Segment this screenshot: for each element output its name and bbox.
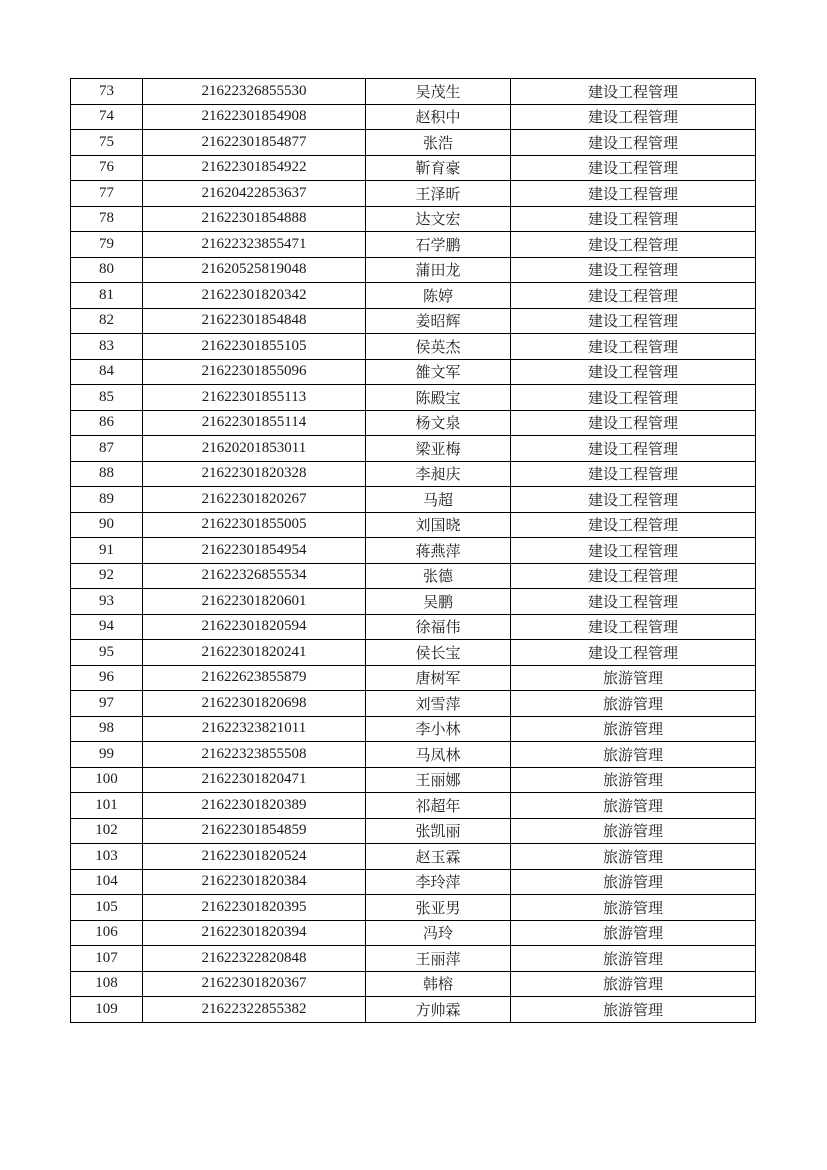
cell-student-id: 21622301820524 — [143, 844, 366, 870]
cell-student-name: 方帅霖 — [366, 997, 511, 1023]
cell-student-id: 21622301854922 — [143, 155, 366, 181]
table-row — [71, 691, 756, 717]
cell-major: 建设工程管理 — [511, 359, 756, 385]
table-row — [71, 946, 756, 972]
table-row — [71, 920, 756, 946]
table-row — [71, 385, 756, 411]
cell-student-name: 蒋燕萍 — [366, 538, 511, 564]
cell-serial-number: 101 — [71, 793, 143, 819]
cell-serial-number: 103 — [71, 844, 143, 870]
cell-student-name: 侯长宝 — [366, 640, 511, 666]
cell-student-name: 雒文军 — [366, 359, 511, 385]
cell-student-name: 李小林 — [366, 716, 511, 742]
cell-student-name: 祁超年 — [366, 793, 511, 819]
cell-student-name: 靳育豪 — [366, 155, 511, 181]
cell-major: 建设工程管理 — [511, 155, 756, 181]
cell-major: 建设工程管理 — [511, 512, 756, 538]
cell-major: 建设工程管理 — [511, 487, 756, 513]
cell-student-id: 21622301854859 — [143, 818, 366, 844]
cell-major: 建设工程管理 — [511, 538, 756, 564]
cell-student-id: 21622301854908 — [143, 104, 366, 130]
cell-student-id: 21622301855105 — [143, 334, 366, 360]
cell-serial-number: 74 — [71, 104, 143, 130]
cell-student-id: 21622301855005 — [143, 512, 366, 538]
cell-student-id: 21622301820267 — [143, 487, 366, 513]
cell-major: 建设工程管理 — [511, 640, 756, 666]
table-row — [71, 818, 756, 844]
cell-student-name: 蒲田龙 — [366, 257, 511, 283]
cell-student-id: 21622301820698 — [143, 691, 366, 717]
cell-student-name: 王丽娜 — [366, 767, 511, 793]
cell-student-name: 徐福伟 — [366, 614, 511, 640]
cell-major: 旅游管理 — [511, 716, 756, 742]
cell-student-id: 21622301854877 — [143, 130, 366, 156]
cell-student-name: 张浩 — [366, 130, 511, 156]
cell-serial-number: 100 — [71, 767, 143, 793]
cell-serial-number: 80 — [71, 257, 143, 283]
cell-major: 旅游管理 — [511, 946, 756, 972]
cell-student-id: 21622301820594 — [143, 614, 366, 640]
cell-serial-number: 86 — [71, 410, 143, 436]
cell-student-name: 张德 — [366, 563, 511, 589]
cell-serial-number: 81 — [71, 283, 143, 309]
table-row — [71, 742, 756, 768]
cell-student-id: 21622326855530 — [143, 79, 366, 105]
cell-major: 旅游管理 — [511, 793, 756, 819]
table-row — [71, 563, 756, 589]
cell-serial-number: 78 — [71, 206, 143, 232]
cell-major: 建设工程管理 — [511, 79, 756, 105]
cell-student-id: 21622301820394 — [143, 920, 366, 946]
cell-student-name: 李昶庆 — [366, 461, 511, 487]
cell-serial-number: 76 — [71, 155, 143, 181]
table-row — [71, 308, 756, 334]
cell-major: 建设工程管理 — [511, 436, 756, 462]
cell-major: 旅游管理 — [511, 665, 756, 691]
table-row — [71, 257, 756, 283]
cell-major: 建设工程管理 — [511, 385, 756, 411]
table-row — [71, 895, 756, 921]
cell-student-name: 杨文泉 — [366, 410, 511, 436]
cell-student-name: 张凯丽 — [366, 818, 511, 844]
table-row — [71, 334, 756, 360]
cell-serial-number: 90 — [71, 512, 143, 538]
cell-major: 旅游管理 — [511, 844, 756, 870]
cell-student-id: 21622301855113 — [143, 385, 366, 411]
table-row — [71, 155, 756, 181]
cell-major: 建设工程管理 — [511, 334, 756, 360]
cell-student-name: 唐树军 — [366, 665, 511, 691]
cell-student-name: 吴鹏 — [366, 589, 511, 615]
cell-student-id: 21620525819048 — [143, 257, 366, 283]
cell-serial-number: 82 — [71, 308, 143, 334]
cell-major: 旅游管理 — [511, 818, 756, 844]
table-row — [71, 793, 756, 819]
cell-student-id: 21620422853637 — [143, 181, 366, 207]
table-row — [71, 640, 756, 666]
cell-student-id: 21622301820395 — [143, 895, 366, 921]
cell-student-name: 刘雪萍 — [366, 691, 511, 717]
cell-student-id: 21622323855471 — [143, 232, 366, 258]
table-row — [71, 512, 756, 538]
cell-major: 建设工程管理 — [511, 206, 756, 232]
cell-student-id: 21622301820471 — [143, 767, 366, 793]
cell-major: 建设工程管理 — [511, 410, 756, 436]
cell-student-id: 21620201853011 — [143, 436, 366, 462]
table-row — [71, 589, 756, 615]
cell-student-name: 陈婷 — [366, 283, 511, 309]
cell-student-id: 21622301820241 — [143, 640, 366, 666]
cell-serial-number: 108 — [71, 971, 143, 997]
cell-major: 建设工程管理 — [511, 232, 756, 258]
cell-serial-number: 96 — [71, 665, 143, 691]
table-row — [71, 283, 756, 309]
table-row — [71, 130, 756, 156]
cell-student-name: 李玲萍 — [366, 869, 511, 895]
table-row — [71, 665, 756, 691]
table-row — [71, 716, 756, 742]
cell-serial-number: 92 — [71, 563, 143, 589]
cell-student-id: 21622326855534 — [143, 563, 366, 589]
cell-student-name: 达文宏 — [366, 206, 511, 232]
cell-serial-number: 109 — [71, 997, 143, 1023]
cell-major: 旅游管理 — [511, 971, 756, 997]
table-row — [71, 971, 756, 997]
cell-student-name: 韩榕 — [366, 971, 511, 997]
table-row — [71, 181, 756, 207]
cell-serial-number: 105 — [71, 895, 143, 921]
table-row — [71, 461, 756, 487]
cell-student-id: 21622301855114 — [143, 410, 366, 436]
cell-serial-number: 107 — [71, 946, 143, 972]
table-row — [71, 487, 756, 513]
cell-student-id: 21622301854888 — [143, 206, 366, 232]
table-row — [71, 104, 756, 130]
cell-major: 建设工程管理 — [511, 461, 756, 487]
table-row — [71, 359, 756, 385]
table-row — [71, 767, 756, 793]
cell-major: 旅游管理 — [511, 767, 756, 793]
cell-serial-number: 97 — [71, 691, 143, 717]
cell-serial-number: 77 — [71, 181, 143, 207]
table-row — [71, 232, 756, 258]
cell-student-id: 21622323855508 — [143, 742, 366, 768]
cell-major: 建设工程管理 — [511, 614, 756, 640]
cell-major: 旅游管理 — [511, 920, 756, 946]
cell-student-name: 王泽昕 — [366, 181, 511, 207]
cell-student-id: 21622301854954 — [143, 538, 366, 564]
cell-serial-number: 95 — [71, 640, 143, 666]
cell-student-name: 石学鹏 — [366, 232, 511, 258]
cell-student-id: 21622323821011 — [143, 716, 366, 742]
cell-student-name: 冯玲 — [366, 920, 511, 946]
table-row — [71, 79, 756, 105]
table-body — [71, 79, 756, 1023]
table-row — [71, 997, 756, 1023]
cell-student-id: 21622322820848 — [143, 946, 366, 972]
table-row — [71, 436, 756, 462]
cell-student-id: 21622301820389 — [143, 793, 366, 819]
cell-major: 建设工程管理 — [511, 104, 756, 130]
cell-serial-number: 106 — [71, 920, 143, 946]
cell-student-id: 21622301820328 — [143, 461, 366, 487]
cell-student-id: 21622623855879 — [143, 665, 366, 691]
cell-serial-number: 104 — [71, 869, 143, 895]
cell-major: 旅游管理 — [511, 691, 756, 717]
cell-serial-number: 91 — [71, 538, 143, 564]
table-row — [71, 844, 756, 870]
table-row — [71, 410, 756, 436]
cell-student-id: 21622301820601 — [143, 589, 366, 615]
cell-student-name: 赵积中 — [366, 104, 511, 130]
cell-serial-number: 102 — [71, 818, 143, 844]
cell-serial-number: 99 — [71, 742, 143, 768]
cell-serial-number: 94 — [71, 614, 143, 640]
cell-major: 建设工程管理 — [511, 130, 756, 156]
cell-student-name: 刘国晓 — [366, 512, 511, 538]
cell-major: 建设工程管理 — [511, 563, 756, 589]
cell-student-name: 张亚男 — [366, 895, 511, 921]
cell-serial-number: 85 — [71, 385, 143, 411]
cell-major: 建设工程管理 — [511, 181, 756, 207]
cell-major: 建设工程管理 — [511, 589, 756, 615]
cell-serial-number: 84 — [71, 359, 143, 385]
cell-major: 建设工程管理 — [511, 257, 756, 283]
cell-student-id: 21622322855382 — [143, 997, 366, 1023]
cell-student-name: 王丽萍 — [366, 946, 511, 972]
cell-major: 旅游管理 — [511, 742, 756, 768]
cell-serial-number: 93 — [71, 589, 143, 615]
cell-serial-number: 73 — [71, 79, 143, 105]
cell-serial-number: 89 — [71, 487, 143, 513]
cell-student-name: 姜昭辉 — [366, 308, 511, 334]
cell-major: 旅游管理 — [511, 869, 756, 895]
cell-student-id: 21622301820384 — [143, 869, 366, 895]
cell-serial-number: 83 — [71, 334, 143, 360]
cell-student-id: 21622301854848 — [143, 308, 366, 334]
student-list-table — [70, 78, 756, 1023]
cell-major: 旅游管理 — [511, 997, 756, 1023]
cell-student-name: 侯英杰 — [366, 334, 511, 360]
cell-serial-number: 75 — [71, 130, 143, 156]
cell-student-name: 马超 — [366, 487, 511, 513]
cell-serial-number: 87 — [71, 436, 143, 462]
cell-student-name: 赵玉霖 — [366, 844, 511, 870]
cell-student-id: 21622301820367 — [143, 971, 366, 997]
cell-serial-number: 88 — [71, 461, 143, 487]
cell-student-name: 吴茂生 — [366, 79, 511, 105]
cell-student-id: 21622301855096 — [143, 359, 366, 385]
table-row — [71, 206, 756, 232]
cell-student-id: 21622301820342 — [143, 283, 366, 309]
cell-serial-number: 98 — [71, 716, 143, 742]
table-row — [71, 614, 756, 640]
cell-student-name: 马凤林 — [366, 742, 511, 768]
table-row — [71, 869, 756, 895]
cell-student-name: 陈殿宝 — [366, 385, 511, 411]
cell-major: 旅游管理 — [511, 895, 756, 921]
cell-major: 建设工程管理 — [511, 308, 756, 334]
cell-student-name: 梁亚梅 — [366, 436, 511, 462]
table-row — [71, 538, 756, 564]
cell-serial-number: 79 — [71, 232, 143, 258]
cell-major: 建设工程管理 — [511, 283, 756, 309]
